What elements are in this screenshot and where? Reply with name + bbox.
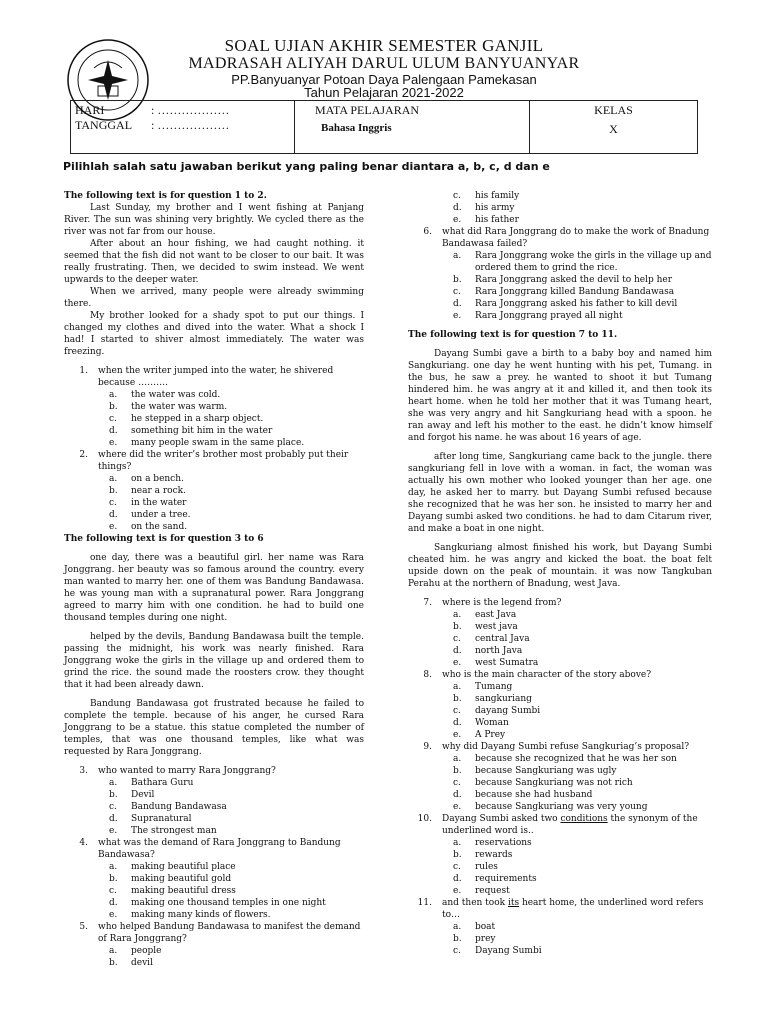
option[interactable]: d. Woman <box>453 718 509 728</box>
option[interactable]: d. under a tree. <box>109 510 191 520</box>
option[interactable]: a. making beautiful place <box>109 862 236 872</box>
option[interactable]: a. Rara Jonggrang woke the girls in the village up and ordered them to grind the rice. <box>453 251 712 273</box>
option[interactable]: b. devil <box>109 958 153 968</box>
option[interactable]: b. prey <box>453 934 496 944</box>
question: 3. who wanted to marry Rara Jonggrang? <box>79 766 276 776</box>
question: 9. why did Dayang Sumbi refuse Sangkuriag’s proposal? <box>423 742 690 752</box>
option[interactable]: c. Rara Jonggrang killed Bandung Bandawasa <box>453 287 675 297</box>
paragraph: Dayang Sumbi gave a birth to a baby boy and named him Sangkuriang. one day he went hunting with his pet, Tumang. in the bus, he saw a prey. he wanted to shoot it but Tumang hindered him. he was angry at it and killed it, and then took its heart home. when he told her mother that it was Tumang heart, she was very angry and hit Sangkuriang head with a spoon. he ran away and left his mother to the east. he didn’t know himself and forgot his name. he was about 16 years of age. <box>408 349 712 443</box>
option[interactable]: b. Devil <box>109 790 155 800</box>
mapel-label: MATA PELAJARAN <box>315 103 420 117</box>
paragraph: When we arrived, many people were already swimming there. <box>64 287 364 309</box>
paragraph: after long time, Sangkuriang came back to the jungle. there sangkuriang fell in love with a woman. in fact, the woman was actually his own mother who looked younger than her age. one day, he asked her to marry. but Dayang Sumbi refused because she recognized that he was her son. he insisted to marry her and Dayang sumbi asked two conditions. he had to dam Citarum river, and make a boat in one night. <box>408 452 712 534</box>
option[interactable]: e. many people swam in the same place. <box>109 438 305 448</box>
question: 11. and then took its heart home, the underlined word refers to… <box>417 898 704 920</box>
option[interactable]: d. making one thousand temples in one night <box>109 898 326 908</box>
hari-value: : ……………… <box>151 103 230 117</box>
option[interactable]: c. rules <box>453 862 498 872</box>
paragraph: Bandung Bandawasa got frustrated because he failed to complete the temple. because of his anger, he cursed Rara Jonggrang to be a statue. this statue completed the number of temples, that was one thousand temples, like what was requested by Rara Jonggrang. <box>64 699 364 757</box>
option[interactable]: e. request <box>453 886 510 896</box>
option[interactable]: c. Bandung Bandawasa <box>109 802 227 812</box>
option[interactable]: a. because she recognized that he was her son <box>453 754 677 764</box>
exam-info-table <box>70 100 698 154</box>
section-heading: The following text is for question 3 to 6 <box>64 534 264 544</box>
question: 7. where is the legend from? <box>423 598 562 608</box>
option[interactable]: a. the water was cold. <box>109 390 221 400</box>
option[interactable]: a. Tumang <box>453 682 513 692</box>
option[interactable]: e. Rara Jonggrang prayed all night <box>453 311 623 321</box>
tanggal-label: TANGGAL <box>75 118 133 132</box>
option[interactable]: a. reservations <box>453 838 532 848</box>
question: 10. Dayang Sumbi asked two conditions the synonym of the underlined word is.. <box>417 814 698 836</box>
option[interactable]: e. The strongest man <box>109 826 217 836</box>
option[interactable]: e. west Sumatra <box>453 658 539 668</box>
question: 2. where did the writer’s brother most probably put their things? <box>79 450 349 472</box>
option[interactable]: c. his family <box>453 191 520 201</box>
option[interactable]: d. his army <box>453 203 515 213</box>
option[interactable]: c. Dayang Sumbi <box>453 946 542 956</box>
option[interactable]: c. dayang Sumbi <box>453 706 541 716</box>
option[interactable]: b. making beautiful gold <box>109 874 232 884</box>
left-column <box>64 190 364 969</box>
section-heading: The following text is for question 1 to 2. <box>64 191 267 201</box>
option[interactable]: d. Rara Jonggrang asked his father to kill devil <box>453 299 678 309</box>
question: 1. when the writer jumped into the water, he shivered because ………. <box>79 366 334 388</box>
option[interactable]: b. rewards <box>453 850 513 860</box>
hari-label: HARI <box>75 103 105 117</box>
option[interactable]: d. requirements <box>453 874 537 884</box>
section-heading: The following text is for question 7 to 11. <box>408 330 618 340</box>
option[interactable]: e. because Sangkuriang was very young <box>453 802 648 812</box>
paragraph: Sangkuriang almost finished his work, but Dayang Sumbi cheated him. he was angry and kicked the boat. the boat felt upside down on the peak of mountain. it was now Tangkuban Perahu at the northern of Bnadung, west Java. <box>408 543 712 589</box>
option[interactable]: b. west java <box>453 622 518 632</box>
academic-year: Tahun Pelajaran 2021-2022 <box>304 85 464 100</box>
option[interactable]: a. east Java <box>453 610 517 620</box>
question: 4. what was the demand of Rara Jonggrang to Bandung Bandawasa? <box>79 838 341 860</box>
option[interactable]: c. central Java <box>453 634 530 644</box>
option[interactable]: e. his father <box>453 215 519 225</box>
question: 6. what did Rara Jonggrang do to make the work of Bnadung Bandawasa failed? <box>423 227 710 249</box>
option[interactable]: c. in the water <box>109 498 187 508</box>
option[interactable]: d. because she had husband <box>453 790 593 800</box>
option[interactable]: d. something bit him in the water <box>109 426 273 436</box>
option[interactable]: e. making many kinds of flowers. <box>109 910 271 920</box>
right-column <box>408 190 712 957</box>
instruction: Pilihlah salah satu jawaban berikut yang paling benar diantara a, b, c, d dan e <box>63 160 550 173</box>
option[interactable]: c. making beautiful dress <box>109 886 236 896</box>
option[interactable]: a. on a bench. <box>109 474 184 484</box>
mapel-value: Bahasa Inggris <box>321 122 392 134</box>
option[interactable]: b. Rara Jonggrang asked the devil to help her <box>453 275 673 285</box>
option[interactable]: e. on the sand. <box>109 522 188 532</box>
option[interactable]: b. sangkuriang <box>453 694 532 704</box>
exam-title: SOAL UJIAN AKHIR SEMESTER GANJIL <box>224 36 544 55</box>
option[interactable]: b. the water was warm. <box>109 402 228 412</box>
paragraph: helped by the devils, Bandung Bandawasa built the temple. passing the midnight, his work was nearly finished. Rara Jonggrang woke the girls in the village up and ordered them to grind the rice. the sound made the roosters crow. they thought that it had been already dawn. <box>64 632 364 690</box>
paragraph: one day, there was a beautiful girl. her name was Rara Jonggrang. her beauty was so famous around the country. every man wanted to marry her. one of them was Bandung Bandawasa. he was young man with a supranatural power. Rara Jonggrang agreed to marry him with one condition. he had to build one thousand temples during one night. <box>64 553 364 623</box>
option[interactable]: e. A Prey <box>453 730 506 740</box>
option[interactable]: a. boat <box>453 922 496 932</box>
paragraph: My brother looked for a shady spot to put our things. I changed my clothes and dived into the water. What a shock I had! I started to shiver almost immediately. The water was freezing. <box>64 311 364 357</box>
school-name: MADRASAH ALIYAH DARUL ULUM BANYUANYAR <box>188 55 580 72</box>
paragraph: Last Sunday, my brother and I went fishing at Panjang River. The sun was shining very brightly. We cycled there as the river was not far from our house. <box>64 203 364 237</box>
option[interactable]: d. north Java <box>453 646 523 656</box>
kelas-label: KELAS <box>594 103 633 117</box>
tanggal-value: : ……………… <box>151 118 230 132</box>
option[interactable]: c. he stepped in a sharp object. <box>109 414 264 424</box>
option[interactable]: b. because Sangkuriang was ugly <box>453 766 617 776</box>
option[interactable]: c. because Sangkuriang was not rich <box>453 778 633 788</box>
school-address: PP.Banyuanyar Potoan Daya Palengaan Pamekasan <box>231 72 537 87</box>
option[interactable]: a. Bathara Guru <box>109 778 194 788</box>
option[interactable]: b. near a rock. <box>109 486 186 496</box>
option[interactable]: a. people <box>109 946 162 956</box>
paragraph: After about an hour fishing, we had caught nothing. it seemed that the fish did not want to be closer to our bait. It was really frustrating. Then, we decided to swim instead. We went upwards to the deeper water. <box>64 239 364 285</box>
option[interactable]: d. Supranatural <box>109 814 192 824</box>
question: 8. who is the main character of the story above? <box>423 670 652 680</box>
question: 5. who helped Bandung Bandawasa to manifest the demand of Rara Jonggrang? <box>79 922 361 944</box>
kelas-value: X <box>609 122 618 136</box>
